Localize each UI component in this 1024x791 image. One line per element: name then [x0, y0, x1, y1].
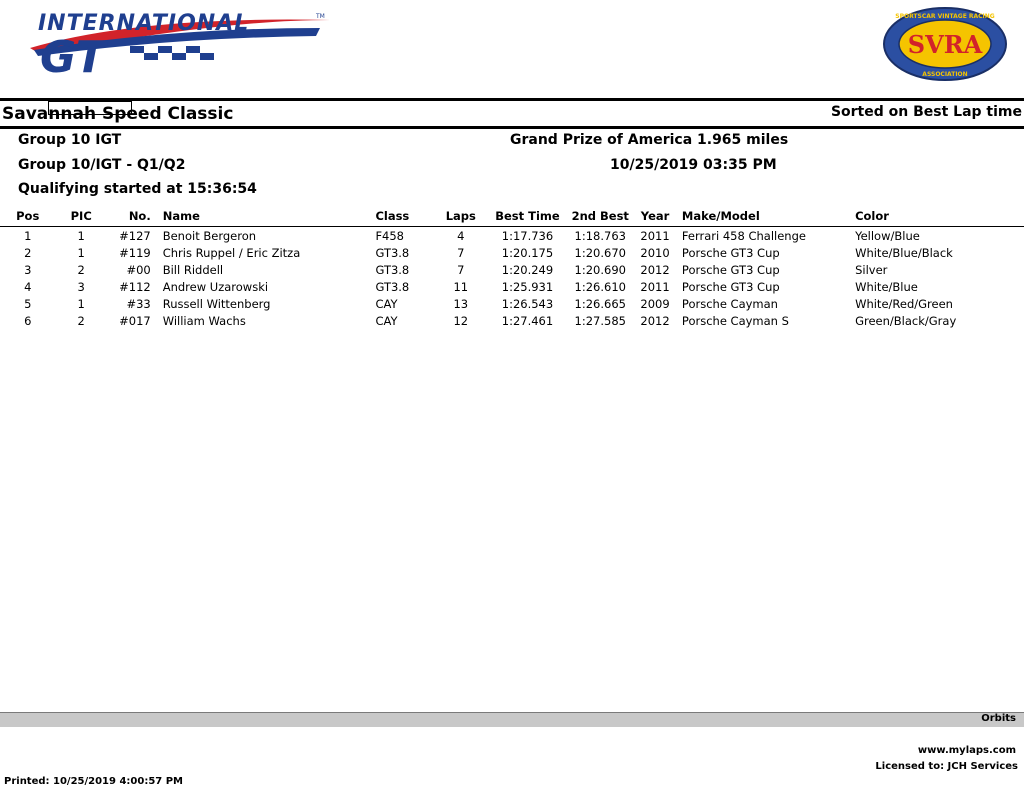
cell-no: #33 [126, 296, 151, 311]
cell-laps: 4 [457, 228, 465, 243]
cell-make-model: Porsche GT3 Cup [681, 245, 780, 260]
cell-best-time: 1:25.931 [501, 279, 554, 294]
cell-second-best: 1:20.670 [574, 245, 626, 260]
col-make-model: Make/Model [681, 209, 760, 223]
table-row [0, 261, 1024, 278]
table-header-row [0, 206, 1024, 227]
cell-make-model: Porsche Cayman S [681, 313, 789, 328]
svra-logo [882, 6, 1008, 82]
cell-pos: 4 [24, 279, 32, 294]
cell-year: 2011 [640, 279, 670, 294]
cell-pic: 3 [77, 279, 85, 294]
col-pic: PIC [70, 209, 92, 223]
session-label: Group 10/IGT - Q1/Q2 [18, 157, 186, 173]
cell-laps: 13 [453, 296, 469, 311]
col-best-time: Best Time [495, 209, 560, 223]
cell-second-best: 1:20.690 [574, 262, 626, 277]
cell-class: F458 [375, 228, 405, 243]
international-gt-logo [20, 6, 340, 76]
col-laps: Laps [445, 209, 476, 223]
cell-make-model: Porsche Cayman [681, 296, 778, 311]
svg-text:TM: TM [316, 13, 325, 20]
cell-class: CAY [375, 313, 398, 328]
cell-second-best: 1:27.585 [574, 313, 626, 328]
cell-pos: 2 [24, 245, 32, 260]
cell-color: Silver [855, 262, 888, 277]
cell-pos: 5 [24, 296, 32, 311]
cell-year: 2012 [640, 313, 670, 328]
cell-pic: 2 [77, 262, 85, 277]
cell-best-time: 1:26.543 [501, 296, 554, 311]
cell-year: 2011 [640, 228, 670, 243]
cell-name: William Wachs [162, 313, 246, 328]
table-row [0, 278, 1024, 295]
cell-pos: 3 [24, 262, 32, 277]
col-class: Class [375, 209, 410, 223]
svg-text:SVRA: SVRA [907, 30, 983, 59]
table-row [0, 312, 1024, 329]
cell-best-time: 1:27.461 [501, 313, 554, 328]
cell-color: White/Red/Green [855, 296, 953, 311]
start-time-label: Qualifying started at 15:36:54 [18, 181, 257, 197]
cell-no: #127 [119, 228, 151, 243]
cell-laps: 12 [453, 313, 469, 328]
svg-text:INTERNATIONAL: INTERNATIONAL [38, 11, 250, 36]
cell-best-time: 1:20.175 [501, 245, 554, 260]
license-label: Licensed to: JCH Services [875, 761, 1018, 772]
cell-second-best: 1:18.763 [574, 228, 626, 243]
cell-pic: 2 [77, 313, 85, 328]
cell-best-time: 1:17.736 [501, 228, 554, 243]
cell-name: Chris Ruppel / Eric Zitza [162, 245, 301, 260]
cell-class: GT3.8 [375, 279, 410, 294]
cell-make-model: Ferrari 458 Challenge [681, 228, 806, 243]
cell-class: GT3.8 [375, 262, 410, 277]
cell-pos: 1 [24, 228, 32, 243]
cell-color: White/Blue [855, 279, 918, 294]
cell-class: CAY [375, 296, 398, 311]
cell-second-best: 1:26.665 [574, 296, 626, 311]
table-row [0, 295, 1024, 312]
table-row [0, 244, 1024, 261]
col-no: No. [128, 209, 151, 223]
header-rule-top [0, 98, 1024, 101]
cell-no: #017 [119, 313, 151, 328]
results-table [0, 206, 1024, 329]
orbits-label: Orbits [981, 713, 1016, 724]
group-label: Group 10 IGT [18, 132, 122, 148]
cell-name: Bill Riddell [162, 262, 224, 277]
event-title: Savannah Speed Classic [2, 104, 234, 124]
cell-pic: 1 [77, 296, 85, 311]
cell-laps: 11 [453, 279, 469, 294]
svg-text:ASSOCIATION: ASSOCIATION [922, 71, 968, 78]
header-rule-bottom [0, 126, 1024, 129]
col-second-best: 2nd Best [571, 209, 629, 223]
sort-label: Sorted on Best Lap time [830, 104, 1022, 120]
cell-no: #112 [119, 279, 151, 294]
cell-color: Green/Black/Gray [855, 313, 957, 328]
cell-make-model: Porsche GT3 Cup [681, 279, 780, 294]
printed-timestamp: Printed: 10/25/2019 4:00:57 PM [4, 776, 184, 787]
col-name: Name [162, 209, 200, 223]
table-row [0, 227, 1024, 245]
cell-make-model: Porsche GT3 Cup [681, 262, 780, 277]
svg-text:GT: GT [40, 32, 106, 76]
cell-year: 2009 [640, 296, 670, 311]
cell-no: #119 [119, 245, 151, 260]
svg-text:SPORTSCAR VINTAGE RACING: SPORTSCAR VINTAGE RACING [895, 13, 995, 20]
cell-class: GT3.8 [375, 245, 410, 260]
footer-bar [0, 712, 1024, 727]
col-pos: Pos [16, 209, 40, 223]
cell-pos: 6 [24, 313, 32, 328]
cell-color: Yellow/Blue [855, 228, 920, 243]
session-datetime: 10/25/2019 03:35 PM [610, 157, 777, 173]
col-color: Color [855, 209, 889, 223]
cell-name: Andrew Uzarowski [162, 279, 269, 294]
cell-pic: 1 [77, 245, 85, 260]
cell-year: 2012 [640, 262, 670, 277]
cell-no: #00 [126, 262, 151, 277]
cell-year: 2010 [640, 245, 670, 260]
cell-laps: 7 [457, 262, 465, 277]
cell-name: Russell Wittenberg [162, 296, 271, 311]
col-year: Year [640, 209, 670, 223]
cell-second-best: 1:26.610 [574, 279, 626, 294]
track-label: Grand Prize of America 1.965 miles [510, 132, 789, 148]
cell-color: White/Blue/Black [855, 245, 953, 260]
cell-laps: 7 [457, 245, 465, 260]
cell-best-time: 1:20.249 [501, 262, 554, 277]
cell-name: Benoit Bergeron [162, 228, 257, 243]
cell-pic: 1 [77, 228, 85, 243]
website-label: www.mylaps.com [917, 745, 1016, 756]
